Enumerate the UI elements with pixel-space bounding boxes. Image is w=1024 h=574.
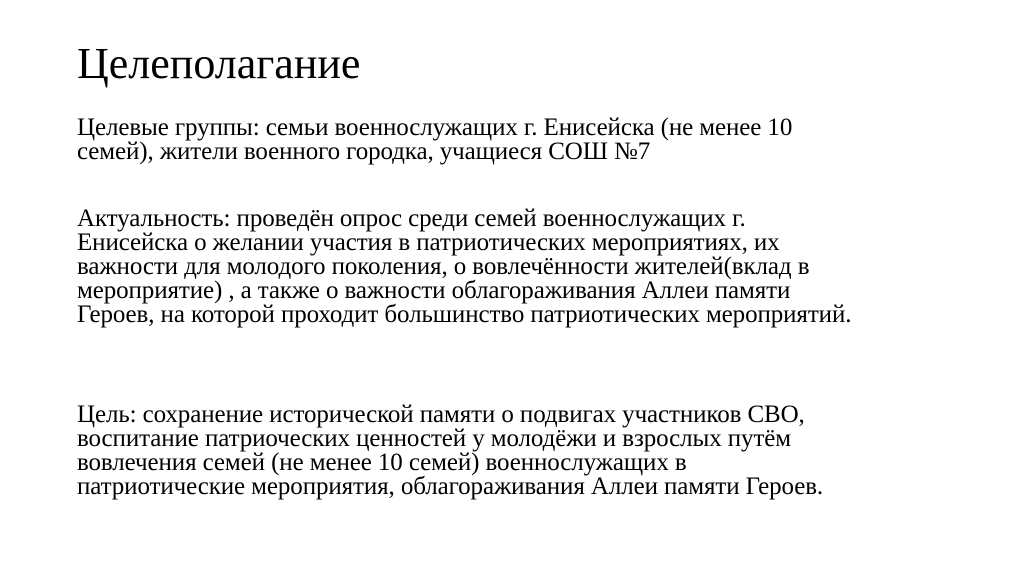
text-line: мероприятие) , а также о важности облагораживания Аллеи памяти xyxy=(77,277,791,304)
slide-title: Целеполагание xyxy=(77,39,361,88)
text-line: Героев, на которой проходит большинство патриотических мероприятий. xyxy=(77,301,852,328)
text-line: Актуальность: проведён опрос среди семей военнослужащих г. xyxy=(77,205,746,232)
relevance-paragraph xyxy=(77,207,851,327)
text-line: семей), жители военного городка, учащиеся СОШ №7 xyxy=(77,138,651,165)
text-line: Целевые группы: семьи военнослужащих г. Енисейска (не менее 10 xyxy=(77,114,793,141)
text-line: Енисейска о желании участия в патриотических мероприятиях, их xyxy=(77,229,780,256)
text-line: патриотические мероприятия, облагораживания Аллеи памяти Героев. xyxy=(77,473,824,500)
target-groups-paragraph xyxy=(77,116,792,164)
goal-paragraph xyxy=(77,403,823,499)
text-line: воспитание патриоческих ценностей у молодёжи и взрослых путём xyxy=(77,425,791,452)
text-line: важности для молодого поколения, о вовлечённости жителей(вклад в xyxy=(77,253,810,280)
text-line: вовлечения семей (не менее 10 семей) военнослужащих в xyxy=(77,449,687,476)
text-line: Цель: сохранение исторической памяти о подвигах участников СВО, xyxy=(77,401,805,428)
